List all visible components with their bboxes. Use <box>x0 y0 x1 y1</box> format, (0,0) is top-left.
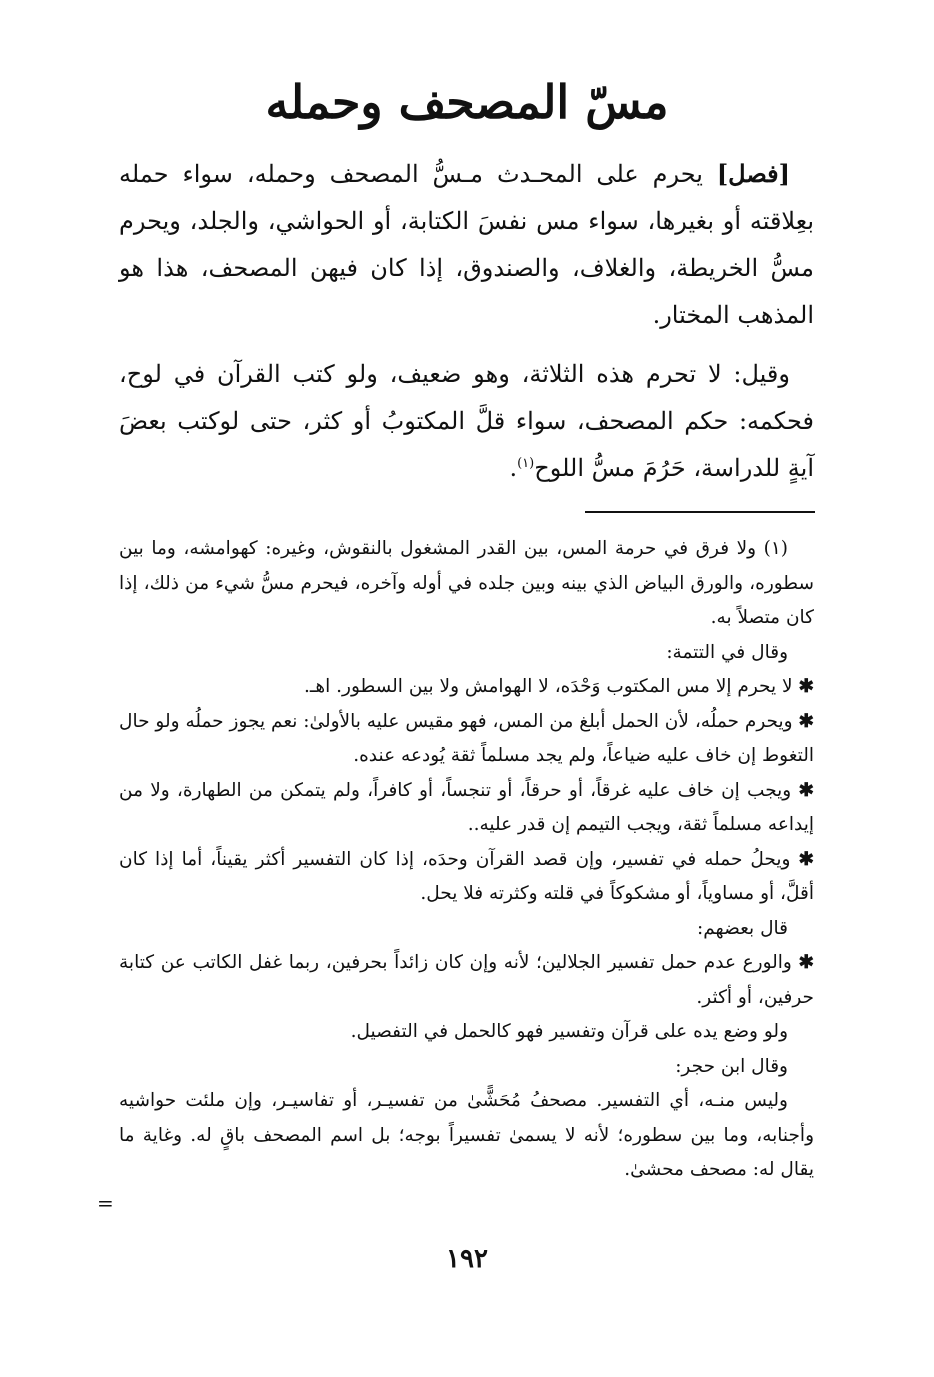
footnote-text: وقال ابن حجر: <box>675 1055 788 1077</box>
star-bullet-icon: ✱ <box>798 848 814 870</box>
star-bullet-icon: ✱ <box>798 779 814 801</box>
footnote-line <box>119 1015 814 1050</box>
footnote-line <box>119 532 814 636</box>
star-bullet-icon: ✱ <box>798 952 814 973</box>
main-text <box>119 150 814 492</box>
footnote-line <box>119 670 814 705</box>
footnote-text: لا يحرم إلا مس المكتوب وَحْدَه، لا الهوامش ولا بين السطور. اهـ. <box>304 676 793 697</box>
footnotes <box>119 532 814 1188</box>
footnote-line <box>119 774 814 843</box>
footnote-line <box>119 705 814 774</box>
page-number: ١٩٢ <box>446 1244 488 1274</box>
paragraph-2 <box>119 351 814 492</box>
footnote-line <box>119 1084 814 1188</box>
footnote-line <box>119 912 814 947</box>
footnote-text: (١) ولا فرق في حرمة المس، بين القدر المشغول بالنقوش، وغيره: كهوامشه، وما بين سطوره، والورق البياض الذي بينه وبين جلده في أوله وآخره، فيحرم مسُّ شيء من ذلك، إذا كان متصلاً به. <box>119 538 814 628</box>
footnote-text: والورع عدم حمل تفسير الجلالين؛ لأنه وإن كان زائداً بحرفين، ربما غفل الكاتب عن كتابة حرفين، أو أكثر. <box>119 952 814 1008</box>
footnote-text: ويحلُ حمله في تفسير، وإن قصد القرآن وحدَه، إذا كان التفسير أكثر يقيناً، أما إذا كان أقلَّ، أو مساوياً، أو مشكوكاً في قلته وكثرته فلا يحل. <box>119 848 814 904</box>
footnote-text: ويحرم حملُه، لأن الحمل أبلغ من المس، فهو مقيس عليه بالأولىٰ: نعم يجوز حملُه ولو حال التغوط إن خاف عليه ضياعاً، ولم يجد مسلماً ثقة يُودعه عنده. <box>119 710 814 766</box>
paragraph-1 <box>119 150 814 339</box>
footnote-text: قال بعضهم: <box>697 917 788 939</box>
footnote-ref: (١) <box>517 456 535 471</box>
footnote-text: وقال في التتمة: <box>666 641 788 663</box>
footnote-divider <box>585 511 815 513</box>
footnote-text: وليس منـه، أي التفسير. مصحفُ مُحَشًّىٰ من تفسيـر، أو تفاسيـر، وإن ملئت حواشيه وأجنابه، وما بين سطوره؛ لأنه لا يسمىٰ تفسيراً بوجه؛ بل اسم المصحف باقٍ له. وغاية ما يقال له: مصحف محشىٰ. <box>119 1090 814 1180</box>
continuation-mark: = <box>97 1191 114 1215</box>
footnote-text: ويجب إن خاف عليه غرقاً، أو حرقاً، أو تنجساً، أو كافراً، ولم يتمكن من الطهارة، ولا من إيداعه مسلماً ثقة، ويجب التيمم إن قدر عليه.. <box>119 779 814 835</box>
star-bullet-icon: ✱ <box>798 676 814 697</box>
footnote-line <box>119 946 814 1015</box>
footnote-line <box>119 1050 814 1085</box>
paragraph-2-text: وقيل: لا تحرم هذه الثلاثة، وهو ضعيف، ولو كتب القرآن في لوح، فحكمه: حكم المصحف، سواء قلَّ المكتوبُ أو كثر، حتى لوكتب بعضَ آيةٍ للدراسة، حَرُمَ مسُّ اللوح <box>119 360 814 482</box>
footnote-text: ولو وضع يده على قرآن وتفسير فهو كالحمل في التفصيل. <box>350 1021 788 1042</box>
footnote-line <box>119 636 814 671</box>
paragraph-1-text: يحرم على المحـدث مـسُّ المصحف وحمله، سواء حمله بعِلاقته أو بغيرها، سواء مس نفسَ الكتابة، أو الحواشي، والجلد، ويحرم مسُّ الخريطة، والغلاف، والصندوق، إذا كان فيهن المصحف، هذا هو المذهب المختار. <box>119 160 814 329</box>
star-bullet-icon: ✱ <box>798 710 814 732</box>
footnote-line <box>119 843 814 912</box>
page-title: مسّ المصحف وحمله <box>265 75 669 129</box>
section-label: [فصل] <box>716 159 790 188</box>
paragraph-2-end: . <box>509 454 518 482</box>
